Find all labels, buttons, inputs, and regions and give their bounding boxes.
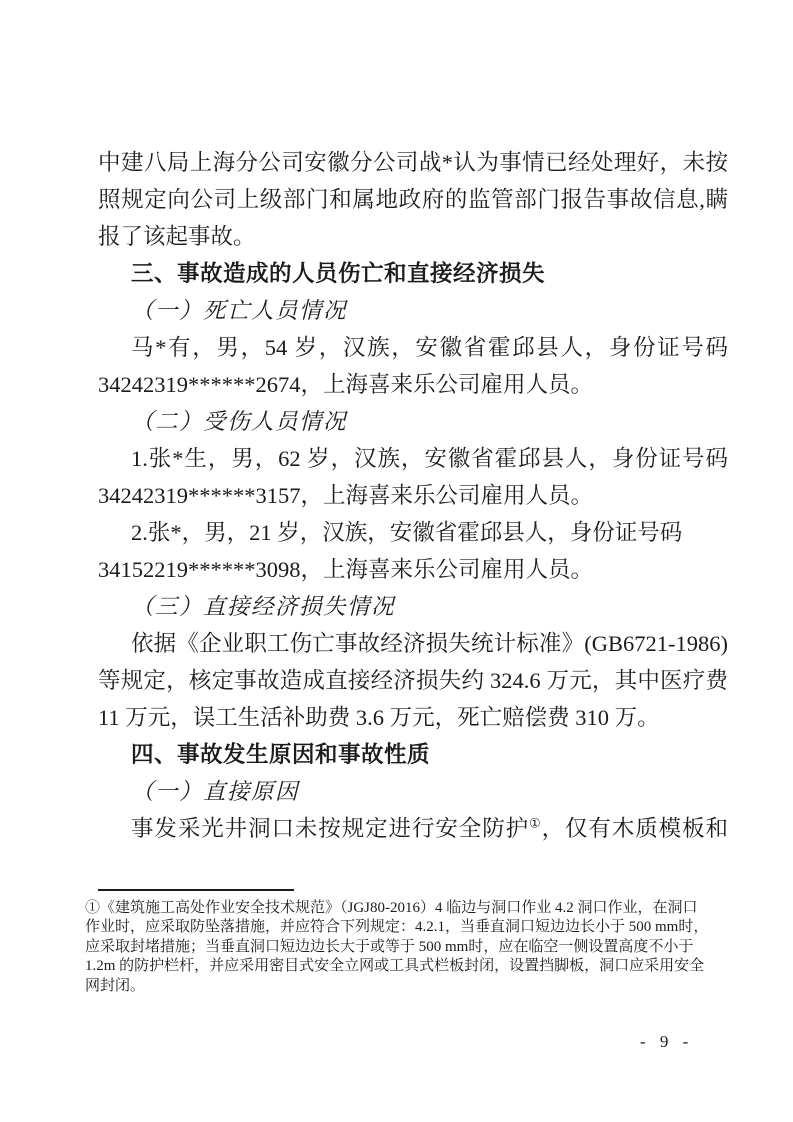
subsection-heading-economic-loss: （三）直接经济损失情况 [131, 594, 396, 619]
paragraph-line: 照规定向公司上级部门和属地政府的监管部门报告事故信息,瞒 [98, 187, 728, 212]
paragraph-text: 事发采光井洞口未按规定进行安全防护 [131, 816, 530, 841]
subsection-heading-injuries: （二）受伤人员情况 [131, 409, 348, 434]
paragraph-line: 依据《企业职工伤亡事故经济损失统计标准》(GB6721-1986) [131, 631, 728, 656]
paragraph-text: ，仅有木质模板和 [541, 816, 728, 841]
section-heading-casualties-losses: 三、事故造成的人员伤亡和直接经济损失 [131, 261, 546, 286]
paragraph-line: 马*有，男，54 岁，汉族，安徽省霍邱县人，身份证号码 [131, 335, 728, 360]
footnote-line: 作业时，应采取防坠落措施，并应符合下列规定：4.2.1，当垂直洞口短边边长小于 500 mm时， [85, 919, 709, 936]
footnote-block [85, 899, 740, 996]
footnote-line: 1.2m 的防护栏杆，并应采用密目式安全立网或工具式栏板封闭，设置挡脚板，洞口应采用安全 [85, 958, 705, 975]
section-heading-causes-nature: 四、事故发生原因和事故性质 [131, 742, 431, 767]
paragraph-line: 1.张*生，男，62 岁，汉族，安徽省霍邱县人，身份证号码 [131, 446, 728, 471]
paragraph-line: 中建八局上海分公司安徽分公司战*认为事情已经处理好，未按 [98, 150, 728, 175]
paragraph-line: 34242319******2674，上海喜来乐公司雇用人员。 [98, 372, 594, 397]
paragraph-line: 等规定，核定事故造成直接经济损失约 324.6 万元，其中医疗费 [98, 668, 728, 693]
paragraph-line: 34242319******3157，上海喜来乐公司雇用人员。 [98, 483, 594, 508]
subsection-heading-deaths: （一）死亡人员情况 [131, 298, 348, 323]
footnote-separator-rule [98, 889, 294, 891]
paragraph-line [98, 810, 728, 847]
page-number: - 9 - [640, 1032, 694, 1051]
footnote-line: 网封闭。 [85, 977, 146, 994]
paragraph-line: 11 万元，误工生活补助费 3.6 万元，死亡赔偿费 310 万。 [98, 705, 660, 730]
paragraph-line: 2.张*，男，21 岁，汉族，安徽省霍邱县人，身份证号码 [131, 520, 683, 545]
document-body [98, 144, 728, 847]
footnote-line: 应采取封堵措施；当垂直洞口短边边长大于或等于 500 mm时，应在临空一侧设置高度不小于 [85, 938, 694, 955]
paragraph-line: 报了该起事故。 [98, 224, 256, 249]
footnote-reference-mark: ① [529, 815, 542, 831]
paragraph-line: 34152219******3098，上海喜来乐公司雇用人员。 [98, 557, 594, 582]
footnote-line: ①《建筑施工高处作业安全技术规范》（JGJ80-2016）4 临边与洞口作业 4.2 洞口作业，在洞口 [85, 900, 698, 916]
subsection-heading-direct-cause: （一）直接原因 [131, 779, 300, 804]
